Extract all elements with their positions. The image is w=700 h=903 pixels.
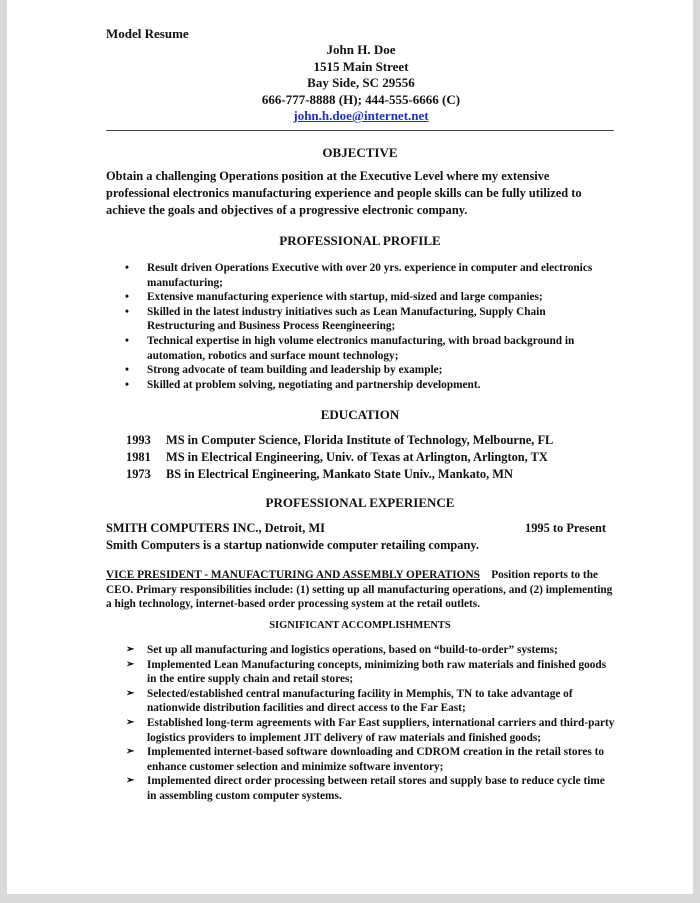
experience-heading: PROFESSIONAL EXPERIENCE [265, 495, 455, 510]
objective-heading: OBJECTIVE [322, 145, 398, 160]
profile-item [106, 363, 616, 378]
accomplishment-text: Established long-term agreements with Far East suppliers, international carriers and third-party logistics providers to implement JIT delivery of raw materials and finished goods; [147, 716, 615, 744]
arrow-bullet-icon: ➢ [126, 775, 135, 787]
header-divider [106, 130, 614, 131]
accomplishment-item [106, 658, 616, 687]
profile-item-text: Skilled at problem solving, negotiating and partnership development. [147, 378, 481, 391]
company-name: SMITH COMPUTERS INC., Detroit, MI [106, 521, 326, 535]
employment-dates: 1995 to Present [525, 521, 606, 535]
profile-item-text: Extensive manufacturing experience with startup, mid-sized and large companies; [147, 291, 543, 304]
left-frame-border [0, 0, 7, 903]
education-degree: BS in Electrical Engineering, Mankato State Univ., Mankato, MN [166, 467, 513, 481]
profile-item [106, 334, 616, 363]
arrow-bullet-icon: ➢ [126, 644, 135, 655]
profile-item-text: Skilled in the latest industry initiatives such as Lean Manufacturing, Supply Chain Restructuring and Business Process Reengineering; [147, 305, 546, 333]
education-year: 1981 [126, 450, 151, 464]
education-entry [126, 449, 553, 466]
phone-numbers: 666-777-8888 (H); 444-555-6666 (C) [261, 91, 461, 107]
accomplishment-item [106, 716, 616, 745]
profile-item [106, 305, 616, 334]
objective-text: Obtain a challenging Operations position at the Executive Level where my extensive professional electronics manufacturing experience and people skills can be fully utilized to achieve the goals and objectives of a progressive electronic company. [106, 169, 582, 217]
bullet-icon: • [125, 378, 129, 391]
arrow-bullet-icon: ➢ [126, 746, 135, 758]
bullet-icon: • [125, 334, 129, 347]
city-state-zip: Bay Side, SC 29556 [307, 75, 415, 90]
role-block [106, 568, 618, 612]
education-entry [126, 432, 553, 449]
accomplishment-text: Implemented Lean Manufacturing concepts, minimizing both raw materials and finished goods in the entire supply chain and retail stores; [147, 658, 607, 686]
arrow-bullet-icon: ➢ [126, 687, 135, 699]
accomplishment-text: Implemented internet-based software downloading and CDROM creation in the retail stores to enhance customer selection and minimize software inventory; [147, 746, 604, 773]
job-title: VICE PRESIDENT - MANUFACTURING AND ASSEMBLY OPERATIONS [106, 569, 480, 581]
contact-block [106, 42, 616, 125]
education-degree: MS in Electrical Engineering, Univ. of Texas at Arlington, Arlington, TX [166, 450, 548, 464]
profile-item [106, 290, 616, 305]
accomplishment-item [106, 774, 616, 803]
accomplishment-text: Implemented direct order processing between retail stores and supply base to reduce cycle time in assembling custom computer systems. [147, 775, 605, 802]
bullet-icon: • [125, 262, 129, 274]
street-address: 1515 Main Street [313, 58, 409, 74]
email-link[interactable]: john.h.doe@internet.net [293, 108, 429, 123]
accomplishment-item [106, 745, 616, 774]
arrow-bullet-icon: ➢ [126, 658, 135, 670]
accomplishments-heading: SIGNIFICANT ACCOMPLISHMENTS [269, 620, 451, 631]
accomplishment-item [106, 643, 616, 658]
accomplishment-text: Selected/established central manufacturing facility in Memphis, TN to take advantage of nationwide distribution facilities and direct access to the Far East; [147, 687, 573, 715]
education-degree: MS in Computer Science, Florida Institute of Technology, Melbourne, FL [166, 433, 554, 447]
resume-header [106, 26, 616, 125]
right-frame-border [693, 0, 700, 903]
bullet-icon: • [125, 291, 129, 304]
education-entry [126, 466, 553, 483]
bullet-icon: • [125, 364, 129, 377]
bullet-icon: • [125, 305, 129, 318]
education-year: 1973 [126, 467, 151, 481]
accomplishment-item [106, 687, 616, 716]
accomplishments-list [106, 643, 616, 804]
employer-block [106, 520, 606, 553]
profile-list [106, 261, 616, 392]
profile-item-text: Result driven Operations Executive with over 20 yrs. experience in computer and electronics manufacturing; [147, 262, 593, 289]
education-heading: EDUCATION [320, 407, 400, 422]
profile-item [106, 261, 616, 290]
profile-item-text: Technical expertise in high volume electronics manufacturing, with broad background in automation, robotics and surface mount technology; [147, 334, 575, 362]
role-description: Position reports to the CEO. Primary responsibilities include: (1) setting up all manufacturing operations, and (2) implementing a high technology, internet-based order processing system at the retail outlets. [106, 569, 613, 611]
education-year: 1993 [126, 433, 151, 447]
profile-item [106, 378, 616, 393]
bottom-frame-border [0, 894, 700, 903]
document-label: Model Resume [106, 26, 189, 41]
profile-heading: PROFESSIONAL PROFILE [279, 233, 441, 248]
accomplishment-text: Set up all manufacturing and logistics operations, based on “build-to-order” systems; [147, 644, 558, 656]
profile-item-text: Strong advocate of team building and leadership by example; [147, 364, 443, 377]
company-description: Smith Computers is a startup nationwide computer retailing company. [106, 537, 479, 552]
candidate-name: John H. Doe [326, 42, 396, 57]
arrow-bullet-icon: ➢ [126, 716, 135, 728]
education-list [126, 432, 553, 483]
